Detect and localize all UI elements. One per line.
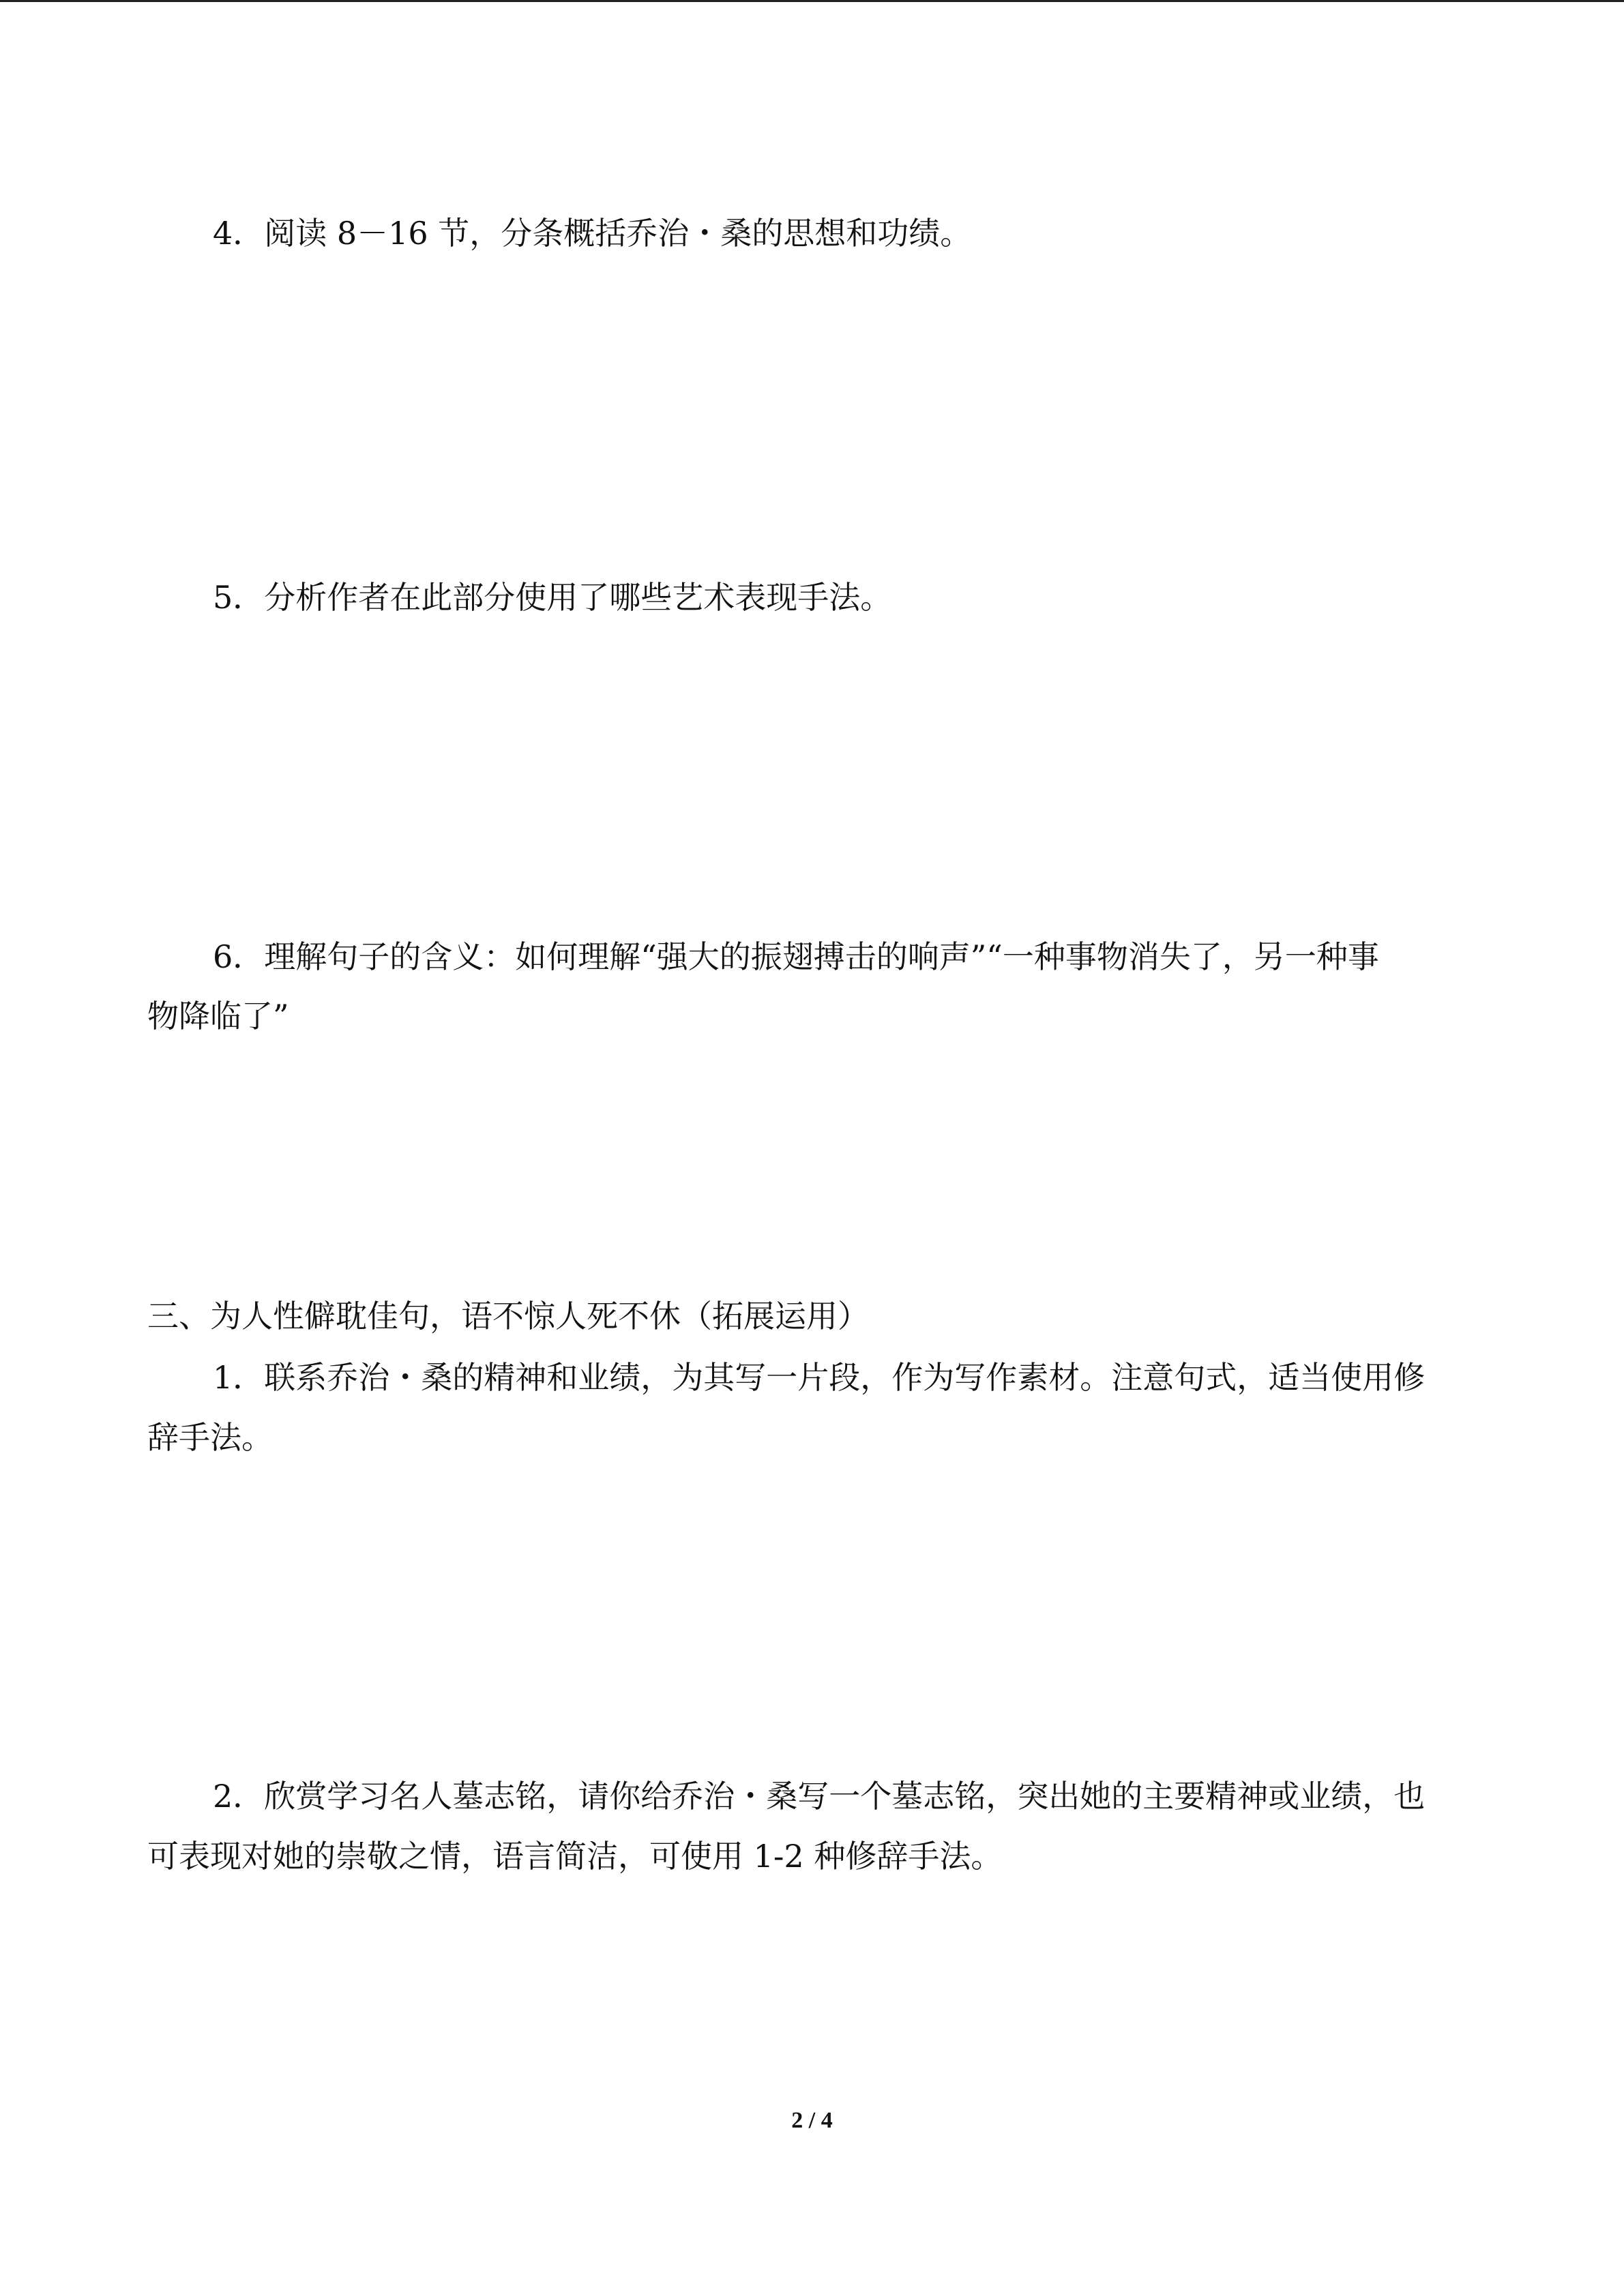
question-6-line-2: 物降临了”: [147, 998, 289, 1034]
section-3-question-2-line-1: 2．欣赏学习名人墓志铭，请你给乔治・桑写一个墓志铭，突出她的主要精神或业绩，也: [213, 1778, 1426, 1815]
page-number: 2 / 4: [791, 2108, 833, 2133]
section-3-question-2-line-2: 可表现对她的崇敬之情，语言简洁，可使用 1-2 种修辞手法。: [147, 1838, 1003, 1875]
question-4: 4．阅读 8－16 节，分条概括乔治・桑的思想和功绩。: [213, 215, 972, 252]
question-6-line-1: 6．理解句子的含义：如何理解“强大的振翅搏击的响声”“一种事物消失了，另一种事: [213, 938, 1379, 975]
question-5: 5．分析作者在此部分使用了哪些艺术表现手法。: [213, 579, 892, 616]
section-3-question-1-line-1: 1．联系乔治・桑的精神和业绩，为其写一片段，作为写作素材。注意句式，适当使用修: [213, 1359, 1426, 1396]
section-3-title: 三、为人性僻耽佳句，语不惊人死不休（拓展运用）: [147, 1298, 869, 1335]
page-top-border: [0, 0, 1624, 2]
section-3-question-1-line-2: 辞手法。: [147, 1419, 273, 1456]
